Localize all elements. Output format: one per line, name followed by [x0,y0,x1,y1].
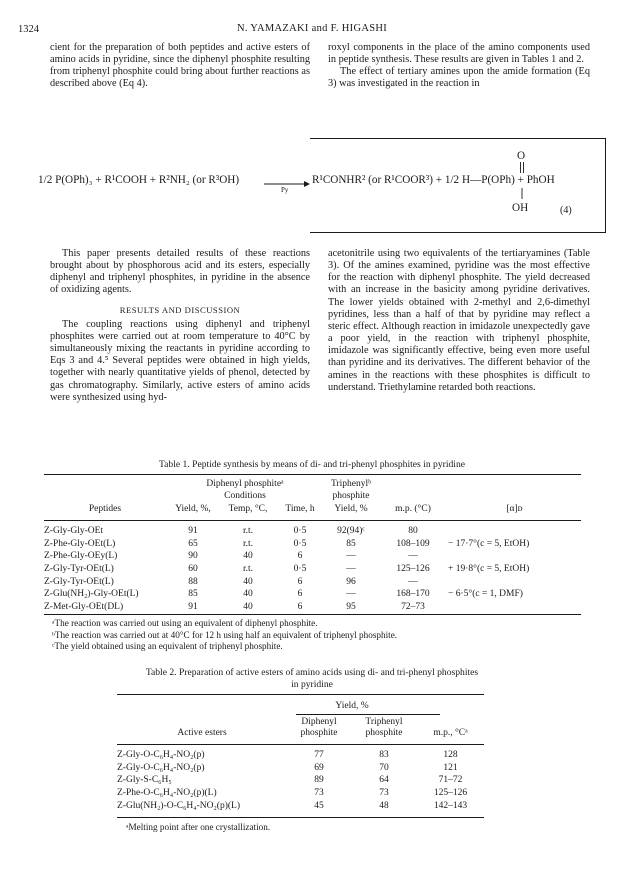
table1-cell: 125–126 [396,564,430,575]
table2-cell: 121 [443,762,458,773]
footnote: ᵇThe reaction was carried out at 40°C for 12 h using half an equivalent of triphenyl phosphite. [52,629,398,640]
table1-cell [448,550,581,563]
table1-cell: — [346,551,356,562]
table2-row [117,762,484,775]
table1-cell: 65 [188,538,198,549]
table1-cell: 91 [188,526,198,537]
table2-row [117,749,484,762]
table1-cell: Z-Phe-Gly-OEt(L) [44,538,116,549]
table2-caption [40,667,584,691]
paragraph: acetonitrile using two equivalents of the tertiaryamines (Table 3). Of the amines examined, pyridine was the most effective for the reaction with diphenyl phosphite. The yield decreased with an increase in the basicity among pyridine derivatives. The lower yields obtained with 2-methyl and 2,6-dimethyl pyridines, less than a half of that by pyridine may reflect a steric effect. Although reaction in imidazole unexpectedly gave a poor yield, in the reaction with triphenyl phosphite, imidazole was significantly effective, being even more useful than pyridine and its derivatives. The different behavior of the amines in the reactions with these phosphites is difficult to understand. Triethylamine retarded both reactions. [328,248,590,393]
equation-oxygen: O [517,150,526,162]
table1-cell: Z-Phe-Gly-OEy(L) [44,551,118,562]
table2-cell: Z-Gly-S-C₆H₅ [117,775,172,786]
table2-cell: 64 [379,775,389,786]
equation-lhs: 1/2 P(OPh)₃ + R¹COOH + R²NH₂ (or R³OH) [38,174,240,186]
column-left-body [50,248,310,404]
table1-body [44,525,581,613]
table2-header-grid [117,717,484,739]
equation-rhs [312,174,555,186]
table2-header: Active esters [177,728,227,738]
table2-footnote: ᵃMelting point after one crystallization. [126,822,271,832]
table2-rule-group [296,714,440,715]
equation-number: (4) [560,205,572,216]
table2-caption-line: in pyridine [291,679,333,690]
table1-header: Yield, % [334,503,368,514]
table1-cell: 72–73 [401,601,425,612]
table1-cell: — [408,551,418,562]
equation-hydroxyl: OH [512,202,529,214]
running-head: N. YAMAZAKI and F. HIGASHI [236,23,388,34]
table1-row [44,588,581,601]
table2-cell: 71–72 [438,775,463,786]
equation-rule-bottom [310,232,606,233]
table2-cell: 83 [379,750,389,761]
table1-cell: — [346,589,356,600]
table1-cell: r.t. [242,526,254,537]
table2-body-grid [117,749,484,812]
phosphorus-atom: P [481,174,488,186]
table1-cell: 40 [243,576,253,587]
table1-cell: 6 [297,551,303,562]
table2-cell: 142–143 [433,800,468,811]
table1-rule-bottom [44,614,581,615]
table1-cell: 40 [243,589,253,600]
table1-cell: 91 [188,601,198,612]
equation-rhs-a: R¹CONHR² (or R¹COOR³) + 1/2 H— [312,174,482,186]
single-bond-icon [519,188,525,200]
table1-header: Yield, %, [175,503,211,514]
table1-row [44,601,581,614]
table1-cell: 96 [346,576,356,587]
table1-cell: r.t. [242,538,254,549]
table1-cell: − 17·7°(c = 5, EtOH) [448,538,530,549]
table2-cell: Z-Gly-O-C₆H₄-NO₂(p) [117,762,205,773]
table1-cell: 108–109 [396,538,430,549]
table2 [117,700,484,712]
table1-cell: 88 [188,576,198,587]
table2-cell: Z-Glu(NH₂)-O-C₆H₄-NO₂(p)(L) [117,800,240,811]
table1-cell: r.t. [242,564,254,575]
paragraph: The coupling reactions using diphenyl and triphenyl phosphites were carried out at room temperature to 40°C by simultaneously mixing the reactants in pyridine according to Eqs 3 and 4.⁵ Several peptides were obtained in high yields, together with nearly quantitative yields of phenol, detected by gas chromatography. Similarly, active esters of amino acids were synthesized using hyd- [50,318,310,403]
footnote: ᵃThe reaction was carried out using an equivalent of diphenyl phosphite. [52,618,318,628]
table2-cell: 73 [314,788,324,799]
table2-cell: 128 [443,750,458,761]
table2-group-yield: Yield, % [335,701,369,711]
table2-cell: Z-Gly-O-C₆H₄-NO₂(p) [117,750,205,761]
table1-group-phosphite: phosphite [332,491,370,501]
table2-cell: 77 [314,750,324,761]
table1-rule-mid [44,520,581,521]
table1-group-conditions: Conditions [224,491,266,501]
table1-cell: 6 [297,576,303,587]
table1-group-diphenyl: Diphenyl phosphiteᵃ [206,479,284,489]
table1-cell: 0·5 [293,538,307,549]
table1-cell: 80 [408,526,418,537]
table1-cell [448,601,581,614]
table1-body-grid [44,525,581,613]
paragraph: cient for the preparation of both peptides and active esters of amino acids in pyridine, since the diphenyl phosphite resulting from triphenyl phosphite could bring about further reactions as described above (Eq 4). [50,42,310,90]
table1-header: [α]ᴅ [506,503,523,514]
table1-cell: 85 [346,538,356,549]
table1-rule-top [44,474,581,475]
table2-rule-top [117,694,484,695]
table2-cell: 70 [379,762,389,773]
column-left-top [50,42,310,91]
table2-header: m.p., °Cᵃ [433,728,468,738]
table1-group-triphenyl: Triphenylᵇ [330,479,372,489]
table2-rule-mid [117,744,484,745]
column-right-top [328,42,590,91]
table1-cell: Z-Met-Gly-OEt(DL) [44,601,124,612]
section-heading: RESULTS AND DISCUSSION [119,304,241,315]
table1-cell: 95 [346,601,356,612]
table1-cell: 40 [243,551,253,562]
double-bond-icon [519,162,525,174]
table1-row [44,525,581,538]
table1-cell: Z-Gly-Tyr-OEt(L) [44,564,114,575]
table2-cell: Z-Phe-O-C₆H₄-NO₂(p)(L) [117,788,217,799]
table1-cell: Z-Gly-Tyr-OEt(L) [44,576,114,587]
table2-row [117,774,484,787]
equation-rule-right [605,138,606,233]
table2-cell: 48 [379,800,389,811]
table1-cell: − 6·5°(c = 1, DMF) [448,589,523,600]
table2-row [117,787,484,800]
table1-cell: — [346,564,356,575]
table2-body [117,749,484,812]
table1-cell: 0·5 [293,564,307,575]
table1-cell: + 19·8°(c = 5, EtOH) [448,564,530,575]
table1-cell: Z-Glu(NH₂)-Gly-OEt(L) [44,589,139,600]
footnote: ᶜThe yield obtained using an equivalent of triphenyl phosphite. [52,641,283,652]
table1-cell: — [408,576,418,587]
table2-header: Triphenyl phosphite [365,717,403,738]
table1-header: Temp, °C, [228,503,268,514]
table1-header: m.p. (°C) [395,503,431,514]
table1-cell: 90 [188,551,198,562]
table1-cell: 0·5 [293,526,307,537]
page-number: 1324 [18,24,39,35]
table1-row [44,563,581,576]
table1-cell: 6 [297,589,303,600]
table1-row [44,575,581,588]
table1-cell [448,575,581,588]
table2-cell: 89 [314,775,324,786]
table1-header: Time, h [285,503,315,514]
paragraph: roxyl components in the place of the amino components used in peptide synthesis. These results are given in Tables 1 and 2. [328,42,590,66]
table2-header [117,717,484,739]
table2-cell: 45 [314,800,324,811]
table2-row [117,799,484,812]
table2-cell: 69 [314,762,324,773]
table1-header: Peptides [88,503,122,514]
table2-grid [117,700,484,712]
table1-cell: 85 [188,589,198,600]
equation-rule-top [310,138,606,139]
table1-cell: 92(94)ᶜ [337,526,365,537]
paragraph: This paper presents detailed results of these reactions brought about by phosphorous acid and its esters, especially diphenyl and triphenyl phosphites, in pyridine in the absence of oxidizing agents. [50,248,310,296]
table1-row [44,550,581,563]
arrow-label: Py [281,186,289,194]
table1-cell [448,525,581,538]
table1-cell: 6 [297,601,303,612]
table2-caption-line: Table 2. Preparation of active esters of amino acids using di- and tri-phenyl phosphites [145,667,479,678]
table1 [44,478,581,515]
table1-grid [44,478,581,515]
table1-footnotes [52,618,397,653]
table2-rule-bottom [117,817,484,818]
table1-cell: Z-Gly-Gly-OEt [44,526,104,537]
table2-cell: 125–126 [433,788,468,799]
column-right-body [328,248,590,394]
table1-cell: 40 [243,601,253,612]
table1-cell: 168–170 [396,589,430,600]
table1-caption: Table 1. Peptide synthesis by means of di- and tri-phenyl phosphites in pyridine [158,459,465,470]
table1-row [44,538,581,551]
paragraph: The effect of tertiary amines upon the amide formation (Eq 3) was investigated in the reaction in [328,66,590,90]
table2-header: Diphenyl phosphite [300,717,338,738]
equation-rhs-b: (OPh) + PhOH [487,174,555,186]
table2-cell: 73 [379,788,389,799]
table1-cell: 60 [188,564,198,575]
